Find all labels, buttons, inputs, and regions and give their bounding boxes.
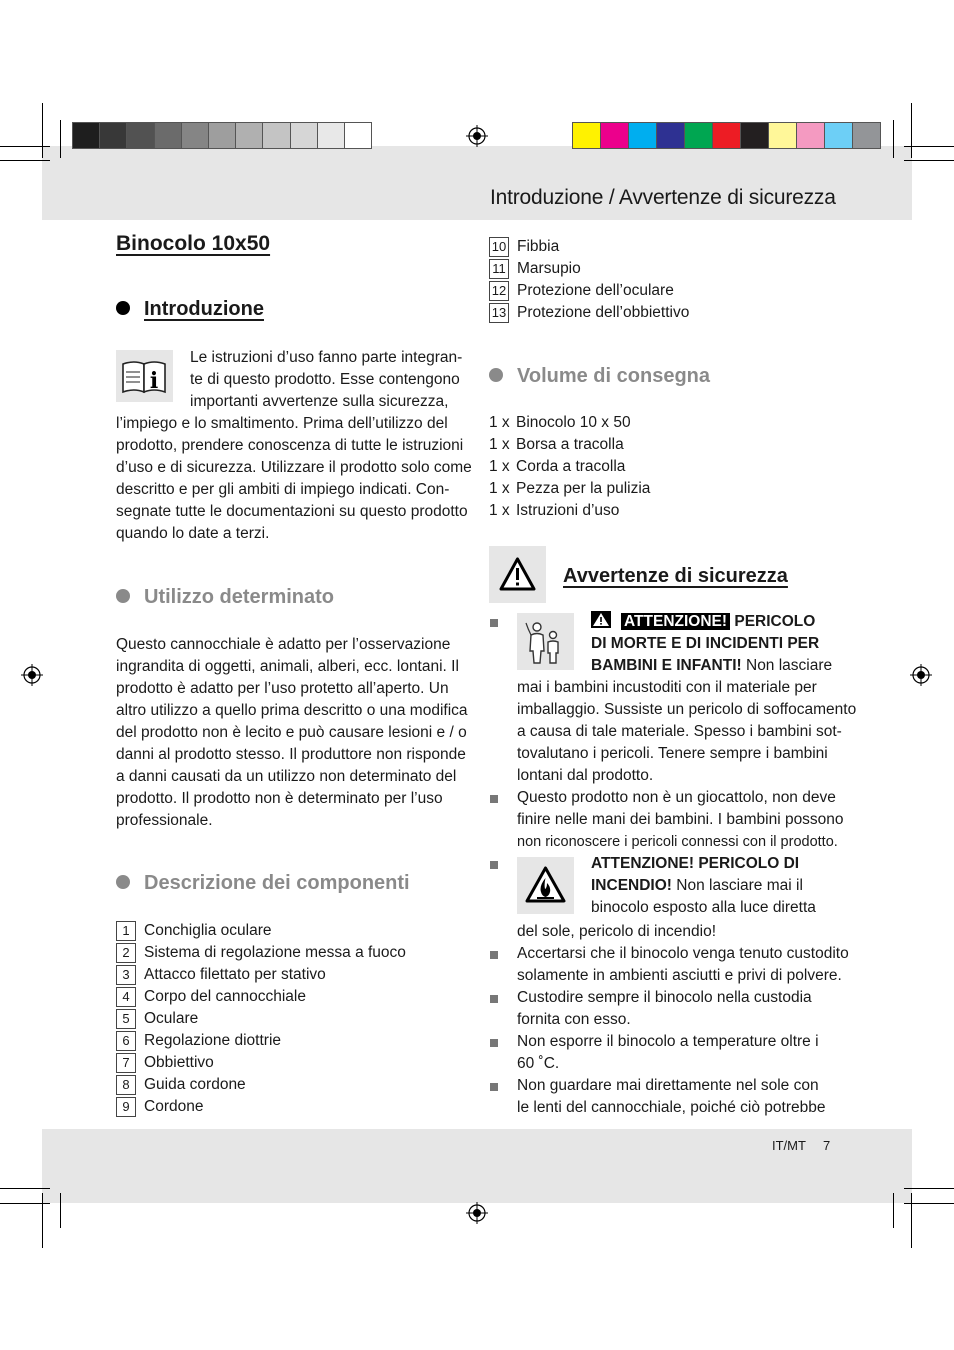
warning-toy-text: Questo prodotto non è un giocattolo, non deve finire nelle mani dei bambini. I bambini possono non riconoscere i pericoli connessi con il prodotto. xyxy=(517,789,844,850)
delivery-list xyxy=(489,412,650,522)
gray-swatch xyxy=(208,122,236,149)
list-item: 1 x Binocolo 10 x 50 xyxy=(489,414,631,431)
list-bullet xyxy=(490,619,498,627)
list-item: 7 Obbiettivo xyxy=(116,1052,406,1074)
child-safety-icon xyxy=(517,613,574,670)
color-swatch xyxy=(740,122,769,149)
color-swatch xyxy=(684,122,713,149)
gray-swatch xyxy=(126,122,154,149)
gray-swatch xyxy=(344,122,372,149)
color-swatch xyxy=(628,122,657,149)
list-bullet xyxy=(490,995,498,1003)
section-heading-introduction: Introduzione xyxy=(116,298,264,321)
gray-swatch xyxy=(181,122,209,149)
warning-storage-text: Accertarsi che il binocolo venga tenuto custodito solamente in ambienti asciutti e privi di polvere. xyxy=(517,945,849,984)
list-item: 1 x Istruzioni d’uso xyxy=(489,502,620,519)
gray-swatch xyxy=(154,122,182,149)
document-title: Binocolo 10x50 xyxy=(116,232,271,255)
intro-wrapped-text: Le istruzioni d’uso fanno parte integran- te di questo prodotto. Esse contengono importanti avvertenze sulla sicurezza, xyxy=(190,349,463,410)
page-header-title: Introduzione / Avvertenze di sicurezza xyxy=(490,186,836,209)
list-item: 2 Sistema di regolazione messa a fuoco xyxy=(116,942,406,964)
warning-children-text-cont: mai i bambini incustoditi con il materiale per imballaggio. Sussiste un pericolo di soffocamento a causa di tale materiale. Spesso i bambini sot- tovalutano i pericoli. Tenere sempre i bambini lontani dal prodotto. xyxy=(517,679,857,784)
gray-swatch xyxy=(72,122,100,149)
list-bullet xyxy=(490,1083,498,1091)
components-list-continued xyxy=(489,236,689,324)
list-item: 13 Protezione dell’obbiettivo xyxy=(489,302,689,324)
gray-swatch xyxy=(235,122,263,149)
gray-swatch xyxy=(99,122,127,149)
bullet-dot-icon xyxy=(116,875,130,889)
page-number: 7 xyxy=(823,1138,831,1153)
components-list xyxy=(116,920,406,1118)
list-item: 8 Guida cordone xyxy=(116,1074,406,1096)
list-item: 6 Regolazione diottrie xyxy=(116,1030,406,1052)
warning-triangle-small-icon xyxy=(591,611,611,628)
gray-swatch xyxy=(262,122,290,149)
list-bullet xyxy=(490,1039,498,1047)
intended-use-text: Questo cannocchiale è adatto per l’osservazione ingrandita di oggetti, animali, alberi, ecc. lontani. Il prodotto è adatto per l’uso protetto all’aperto. Un altro utilizzo a quello prima descritto o una modifica del prodotto non è lecito e può causare lesioni e / o danni al prodotto stesso. Il produttore non risponde a danni causati da un utilizzo non determinato del prodotto. Il prodotto non è determinato per l’uso professionale. xyxy=(116,636,468,829)
footer-lang: IT/MT xyxy=(772,1138,806,1153)
list-bullet xyxy=(490,951,498,959)
registration-mark-icon xyxy=(910,664,932,686)
list-item: 1 x Borsa a tracolla xyxy=(489,436,624,453)
gray-swatch xyxy=(290,122,318,149)
warning-fire-text-cont: del sole, pericolo di incendio! xyxy=(517,923,717,940)
section-heading-safety: Avvertenze di sicurezza xyxy=(563,565,788,587)
bullet-dot-icon xyxy=(116,589,130,603)
warning-temperature-text: Non esporre il binocolo a temperature oltre i 60 ˚C. xyxy=(517,1033,819,1072)
color-swatch xyxy=(768,122,797,149)
list-item: 9 Cordone xyxy=(116,1096,406,1118)
warning-fire-text: ATTENZIONE! PERICOLO DI INCENDIO! Non lasciare mai il binocolo esposto alla luce diretta xyxy=(591,855,816,916)
warning-sun-text: Non guardare mai direttamente nel sole con le lenti del cannocchiale, poiché ciò potrebbe xyxy=(517,1077,826,1116)
color-swatch xyxy=(852,122,881,149)
bullet-dot-icon xyxy=(116,301,130,315)
list-item: 5 Oculare xyxy=(116,1008,406,1030)
list-item: 12 Protezione dell’oculare xyxy=(489,280,689,302)
list-bullet xyxy=(490,861,498,869)
registration-mark-icon xyxy=(466,125,488,147)
warning-children-text: ATTENZIONE! PERICOLO DI MORTE E DI INCIDENTI PER BAMBINI E INFANTI! Non lasciare xyxy=(591,613,833,674)
color-swatch xyxy=(712,122,741,149)
list-bullet xyxy=(490,795,498,803)
svg-text:i: i xyxy=(149,368,159,394)
info-manual-icon xyxy=(116,350,173,402)
color-swatch xyxy=(824,122,853,149)
color-swatch xyxy=(572,122,601,149)
fire-hazard-icon xyxy=(517,857,574,914)
warning-triangle-icon xyxy=(489,546,546,603)
section-heading-components: Descrizione dei componenti xyxy=(116,872,410,895)
color-swatch xyxy=(600,122,629,149)
registration-mark-icon xyxy=(21,664,43,686)
list-item: 11 Marsupio xyxy=(489,258,689,280)
list-item: 1 x Pezza per la pulizia xyxy=(489,480,651,497)
list-item: 1 Conchiglia oculare xyxy=(116,920,406,942)
list-item: 10 Fibbia xyxy=(489,236,689,258)
list-item: 1 x Corda a tracolla xyxy=(489,458,626,475)
section-heading-intended-use: Utilizzo determinato xyxy=(116,586,334,609)
list-item: 3 Attacco filettato per stativo xyxy=(116,964,406,986)
color-swatch xyxy=(796,122,825,149)
bullet-dot-icon xyxy=(489,368,503,382)
section-heading-delivery: Volume di consegna xyxy=(489,365,710,388)
intro-text: l’impiego e lo smaltimento. Prima dell’utilizzo del prodotto, prendere conoscenza di tutte le istruzioni d’uso e di sicurezza. Utilizzare il prodotto solo come descritto e per gli ambiti di impiego indicati. Con- segnate tutte le documentazioni su questo prodotto quando lo date a terzi. xyxy=(116,415,472,542)
gray-swatch xyxy=(317,122,345,149)
registration-mark-icon xyxy=(466,1202,488,1224)
color-swatch xyxy=(656,122,685,149)
warning-case-text: Custodire sempre il binocolo nella custodia fornita con esso. xyxy=(517,989,812,1028)
list-item: 4 Corpo del cannocchiale xyxy=(116,986,406,1008)
